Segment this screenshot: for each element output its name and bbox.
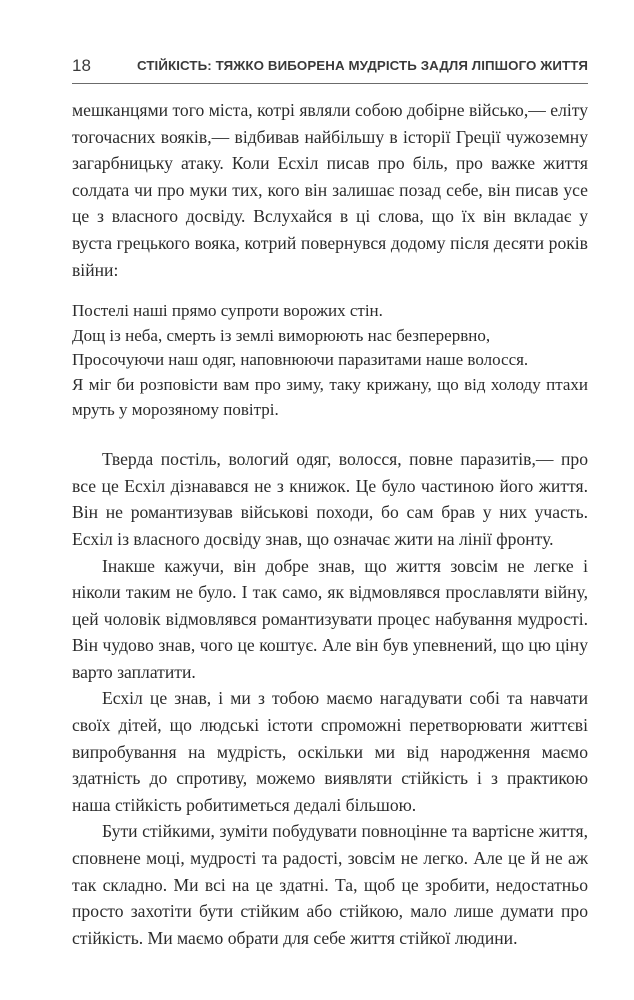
quoted-verse: [72, 299, 588, 422]
paragraph: Есхіл це знав, і ми з тобою маємо нагадувати собі та навчати своїх дітей, що людські істоти спроможні перетворювати життєві випробування на мудрість, оскільки ми від народження маємо здатність до спротиву, можемо виявляти стійкість і з практикою наша стійкість робитиметься дедалі більшою.: [72, 688, 588, 815]
header-rule: [72, 83, 588, 84]
quote-line: Дощ із неба, смерть із землі виморюють нас безперервно,: [72, 325, 491, 345]
quote-line: Постелі наші прямо супроти ворожих стін.: [72, 301, 383, 321]
paragraph: Інакше кажучи, він добре знав, що життя зовсім не легке і ніколи таким не було. І так само, як відмовлявся прославляти війну, цей чоловік відмовлявся романтизувати процес набування мудрості. Він чудово знав, чого це коштує. Але він був упевнений, що цю ціну варто заплатити.: [72, 555, 588, 682]
running-title: СТІЙКІСТЬ: ТЯЖКО ВИБОРЕНА МУДРІСТЬ ЗАДЛЯ ЛІПШОГО ЖИТТЯ: [136, 58, 588, 73]
paragraph: Бути стійкими, зуміти побудувати повноцінне та вартісне життя, сповнене моці, мудрості та радості, зовсім не легко. Але це й не аж так складно. Ми всі на це здатні. Та, щоб це зробити, недостатньо просто захотіти бути стійким або стійкою, мало лише думати про стійкість. Ми маємо обрати для себе життя стійкої людини.: [72, 821, 588, 948]
quote-line: Просочуючи наш одяг, наповнюючи паразитами наше волосся.: [72, 350, 529, 370]
quote-line: Я міг би розповісти вам про зиму, таку крижану, що від холоду птахи мруть у морозяному повітрі.: [72, 374, 588, 419]
running-header: [72, 50, 588, 80]
body-text: [72, 97, 588, 951]
paragraph: Тверда постіль, вологий одяг, волосся, повне паразитів,— про все це Есхіл дізнавався не з книжок. Це було частиною його життя. Він не романтизував військові походи, бо сам брав у них участь. Есхіл із власного досвіду знав, що означає жити на лінії фронту.: [72, 449, 588, 549]
page-number: 18: [72, 56, 91, 75]
intro-paragraph: мешканцями того міста, котрі являли собою добірне військо,— еліту тогочасних вояків,— відбивав найбільшу в історії Греції чужоземну загарбницьку атаку. Коли Есхіл писав про біль, про важке життя солдата чи про муки тих, кого він залишає позад себе, він писав усе це з власного досвіду. Вслухайся в ці слова, що їх він вкладає у вуста грецького вояка, котрий повернувся додому після десяти років війни:: [72, 100, 588, 280]
